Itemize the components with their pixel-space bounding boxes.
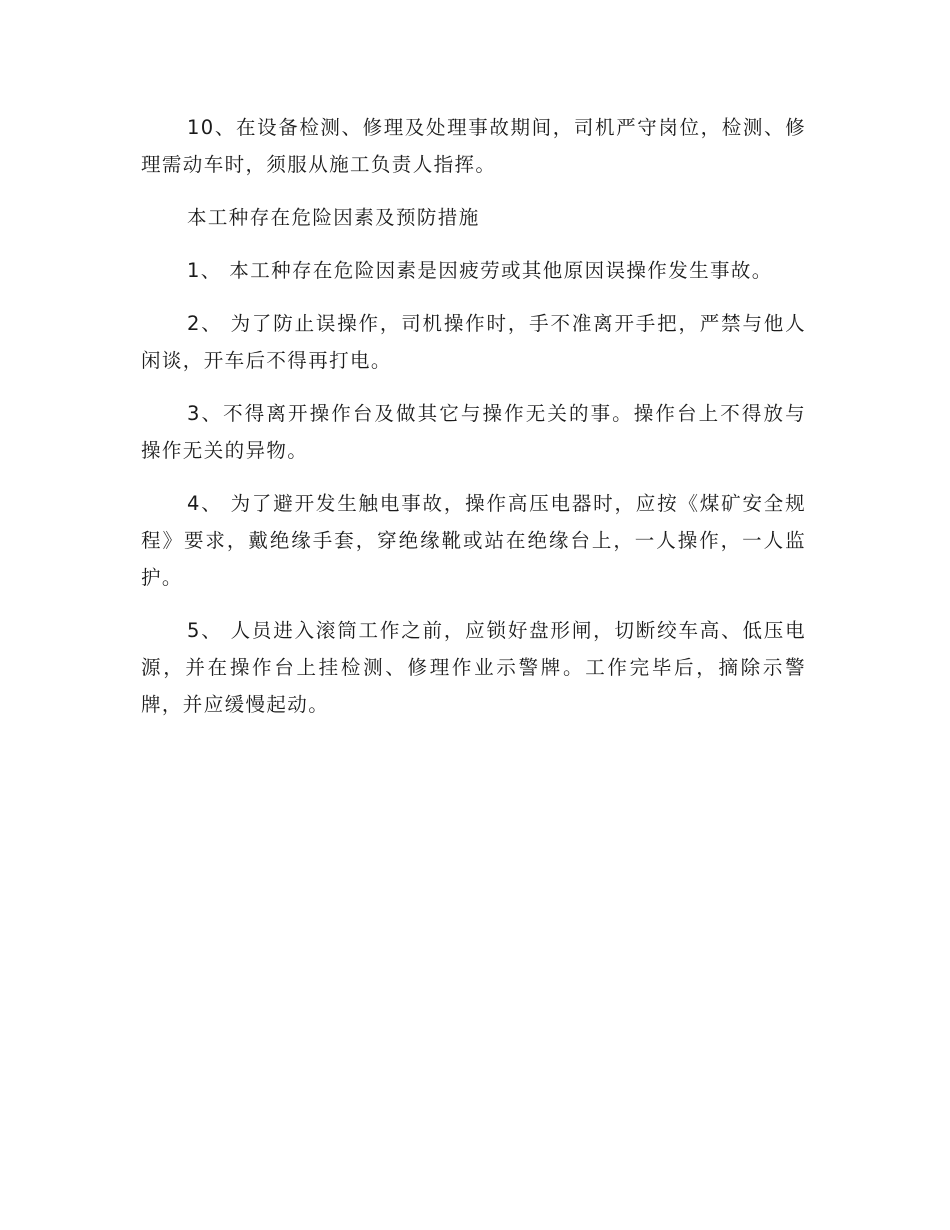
section-heading: 本工种存在危险因素及预防措施 <box>187 206 480 229</box>
paragraph-item-3: 3、不得离开操作台及做其它与操作无关的事。操作台上不得放与操作无关的异物。 <box>141 402 806 462</box>
paragraph-item-10: 10、在设备检测、修理及处理事故期间，司机严守岗位，检测、修理需动车时，须服从施工负责人指挥。 <box>141 116 806 176</box>
paragraph-item-5: 5、 人员进入滚筒工作之前，应锁好盘形闸，切断绞车高、低压电源，并在操作台上挂检测、修理作业示警牌。工作完毕后，摘除示警牌，并应缓慢起动。 <box>141 619 806 716</box>
paragraph-item-4: 4、 为了避开发生触电事故，操作高压电器时，应按《煤矿安全规程》要求，戴绝缘手套，穿绝缘靴或站在绝缘台上，一人操作，一人监护。 <box>141 492 806 589</box>
paragraph-item-2: 2、 为了防止误操作，司机操作时，手不准离开手把，严禁与他人闲谈，开车后不得再打电。 <box>141 312 806 372</box>
document-body <box>141 109 806 739</box>
paragraph-item-1: 1、 本工种存在危险因素是因疲劳或其他原因误操作发生事故。 <box>187 259 773 282</box>
